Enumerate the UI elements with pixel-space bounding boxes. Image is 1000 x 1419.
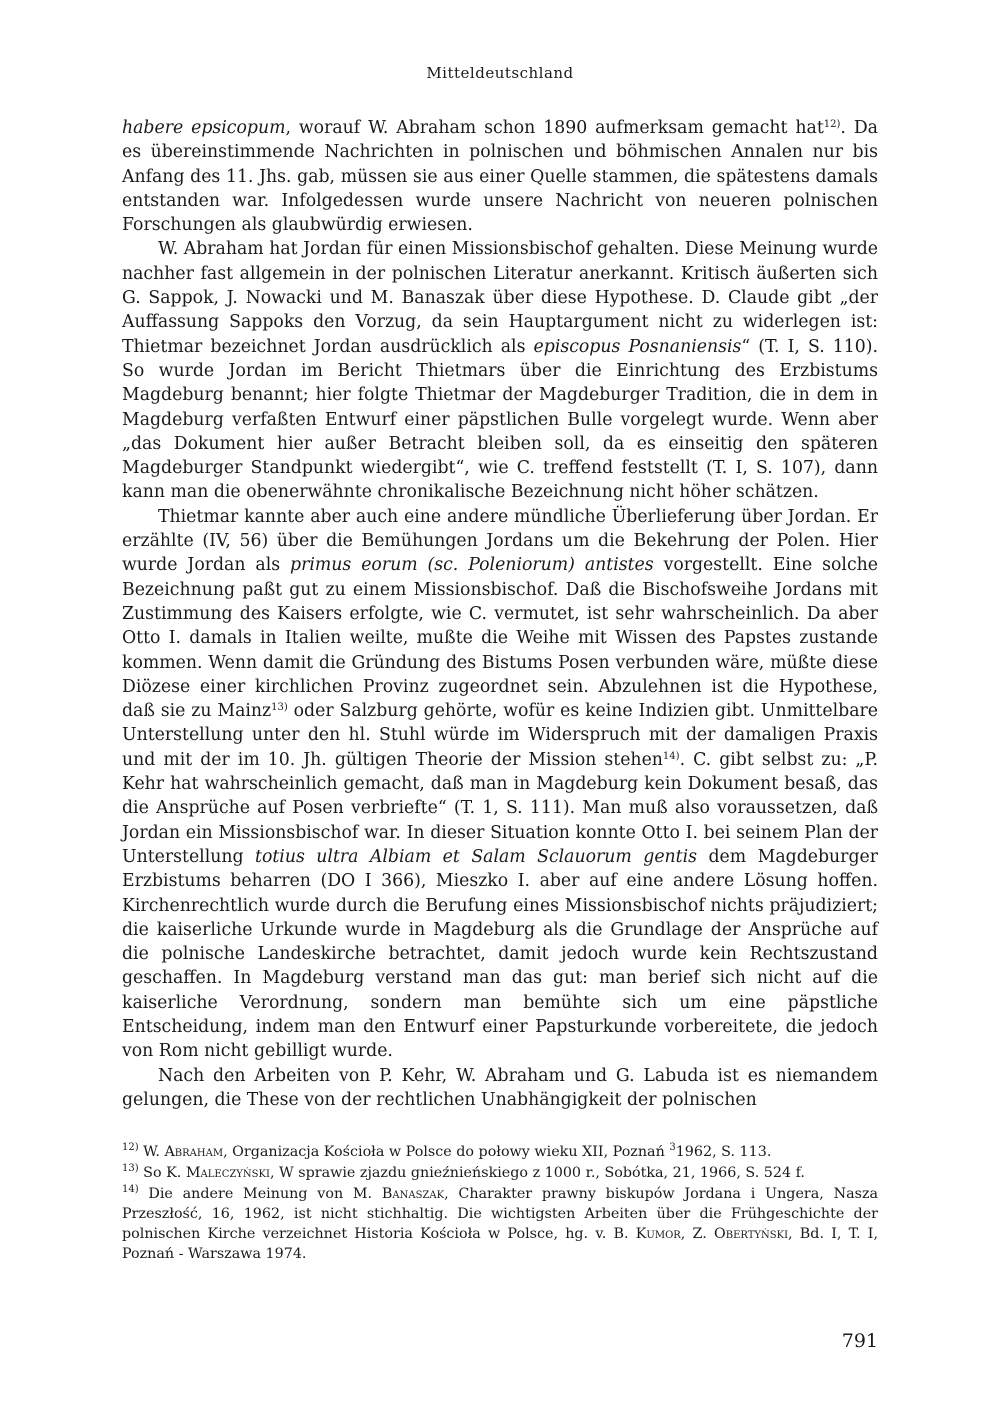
main-text [122,116,878,1112]
footnote-13 [122,1163,878,1183]
footnote-12 [122,1142,878,1162]
page-number: 791 [841,1330,878,1352]
latin-quote: primus eorum (sc. Poleniorum) antistes [290,555,654,576]
footnote-ref-12[interactable]: 12) [823,119,841,130]
text-run: 1962, S. 113. [675,1144,772,1160]
text-run: oder Salzburg gehörte, wofür es keine Indizien gibt. Unmittelbare Unterstellung unter den hl. Stuhl würde im Widerspruch mit der damaligen Praxis und mit der im 10. Jh. gültigen Theorie der Mission stehen [122,701,878,770]
latin-quote: totius ultra Albiam et Salam Sclauorum gentis [255,846,698,867]
text-run: . C. gibt selbst zu: „P. Kehr hat wahrscheinlich gemacht, daß man in Magdeburg kein Dokument besaß, das die Ansprüche auf Posen verbriefte“ (T. 1, S. 111). Man muß also voraussetzen, daß Jordan ein Missionsbischof war. In dieser Situation konnte Otto I. bei seinem Plan der Unterstellung [122,749,878,867]
paragraph-3 [122,505,878,1064]
footnote-ref-14[interactable]: 14) [662,750,680,762]
paragraph-4 [122,1064,878,1113]
text-run: Nach den Arbeiten von P. Kehr, W. Abraham und G. Labuda ist es niemandem gelungen, die These von der rechtlichen Unabhängigkeit der polnischen [122,1065,878,1110]
text-run: , Charakter prawny biskupów Jordana i Ungera, Nasza Przeszłość, 16, 1962, ist nicht stichhaltig. Die wichtigsten Arbeiten über die Frühgeschichte der polnischen Kirche verzeichnet Historia Kościoła w Polsce, hg. v. B. [122,1186,878,1242]
author-name: Abraham [164,1144,224,1160]
footnotes [122,1142,878,1265]
text-run: W. [138,1144,165,1160]
text-run: vorgestellt. Eine solche Bezeichnung paßt gut zu einem Missionsbischof. Daß die Bischofsweihe Jordans mit Zustimmung des Kaisers erfolgte, wie C. vermutet, ist sehr wahrscheinlich. Da aber Otto I. damals in Italien weilte, mußte die Weihe mit Wissen des Papstes zustande kommen. Wenn damit die Gründung des Bistums Posen verbunden wäre, müßte diese Diözese einer kirchlichen Provinz zugeordnet sein. Abzulehnen ist die Hypothese, daß sie zu Mainz [122,555,878,722]
text-run: “ (T. I, S. 110). So wurde Jordan im Bericht Thietmars über die Einrichtung des Erzbistums Magdeburg benannt; hier folgte Thietmar der Magdeburger Tradition, die in dem in Magdeburg verfaßten Entwurf einer päpstlichen Bulle vorgelegt wurde. Wenn aber „das Dokument hier außer Betracht bleiben soll, da es einseitig den späteren Magdeburger Standpunkt wiedergibt“, wie C. treffend feststellt (T. I, S. 107), dann kann man die obenerwähnte chronikalische Bezeichnung nicht höher schätzen. [122,336,878,503]
text-run: Die andere Meinung von M. [138,1186,382,1202]
author-name: Obertyński [714,1226,789,1242]
text-run: , Organizacja Kościoła w Polsce do połowy wieku XII, Poznań [223,1144,670,1160]
footnote-ref-13[interactable]: 13) [271,702,288,714]
text-run: . Da es übereinstimmende Nachrichten in polnischen und böhmischen Annalen nur bis Anfang des 11. Jhs. gab, müssen sie aus einer Quelle stammen, die spätestens damals entstanden war. Infolgedessen wurde unsere Nachricht von neueren polnischen Forschungen als glaubwürdig erwiesen. [122,118,878,236]
footnote-14 [122,1184,878,1264]
text-run: , Bd. I, T. I, Poznań - Warszawa 1974. [122,1226,878,1262]
text-run: dem Magdeburger Erzbistums beharren (DO I 366), Mieszko I. aber auf eine andere Lösung hoffen. Kirchenrechtlich wurde durch die Berufung eines Missionsbischof nichts präjudiziert; die kaiserliche Urkunde wurde in Magdeburg als die Grundlage der Ansprüche auf die polnische Landeskirche betrachtet, damit jedoch wurde kein Rechtszustand geschaffen. In Magdeburg verstand man das gut: man berief sich nicht auf die kaiserliche Verordnung, sondern man bemühte sich um eine päpstliche Entscheidung, indem man den Entwurf einer Papsturkunde vorbereitete, die jedoch von Rom nicht gebilligt wurde. [122,846,878,1062]
paragraph-1 [122,116,878,237]
text-run: W. Abraham hat Jordan für einen Missionsbischof gehalten. Diese Meinung wurde nachher fast allgemein in der polnischen Literatur anerkannt. Kritisch äußerten sich G. Sappok, J. Nowacki und M. Banaszak über diese Hypothese. D. Claude gibt „der Auffassung Sappoks den Vorzug, da sein Hauptargument nicht zu widerlegen ist: Thietmar bezeichnet Jordan ausdrücklich als [122,239,878,357]
text-run: , worauf W. Abraham schon 1890 aufmerksam gemacht hat [285,118,824,138]
edition-number: 3 [669,1142,676,1153]
author-name: Maleczyński [185,1165,270,1181]
footnote-marker: 12) [122,1142,139,1153]
footnote-marker: 13) [122,1163,139,1174]
footnote-marker: 14) [122,1184,139,1195]
running-header: Mitteldeutschland [426,64,574,82]
text-run: , W sprawie zjazdu gnieźnieńskiego z 1000 r., Sobótka, 21, 1966, S. 524 f. [269,1165,805,1181]
latin-quote: habere epsicopum [122,118,286,138]
author-name: Banaszak [381,1186,445,1202]
text-run: So K. [138,1165,186,1181]
paragraph-2 [122,237,878,504]
latin-quote: episcopus Posnaniensis [533,336,742,357]
text-run: Thietmar kannte aber auch eine andere mündliche Überlieferung über Jordan. Er erzählte (IV, 56) über die Bemühungen Jordans um die Bekehrung der Polen. Hier wurde Jordan als [122,506,878,576]
author-name: Kumor [635,1226,681,1242]
text-run: , Z. [680,1226,714,1242]
